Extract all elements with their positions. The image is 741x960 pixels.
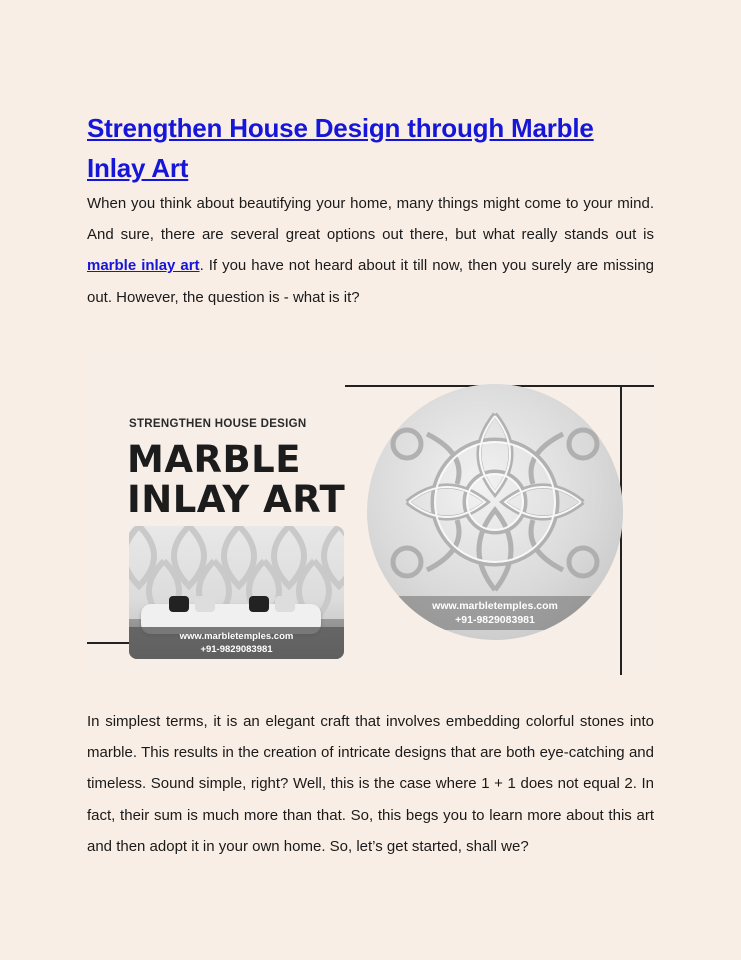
carved-marble-circle <box>367 384 623 640</box>
body-paragraph-2: In simplest terms, it is an elegant craft that involves embedding colorful stones into marble. This results in the creation of intricate designs that are both eye-catching and timeless. Sound simple, right? Well, this is the case where 1 + 1 does not equal 2. In fact, their sum is much more than that. So, this begs you to learn more about this art and then adopt it in your own home. So, let’s get started, shall we? <box>87 713 654 855</box>
intro-paragraph <box>87 188 654 313</box>
banner-image <box>87 354 654 676</box>
banner-line-left <box>87 642 131 644</box>
banner-title-line2: INLAY ART <box>127 478 346 521</box>
banner-kicker: STRENGTHEN HOUSE DESIGN <box>129 418 307 430</box>
photo-website: www.marbletemples.com <box>179 631 294 642</box>
pillow <box>169 596 189 612</box>
circle-phone: +91-9829083981 <box>455 614 535 626</box>
banner-title-line1: MARBLE <box>127 438 301 481</box>
article-title-text[interactable]: Strengthen House Design through Marble Inlay Art <box>87 113 594 183</box>
article-header <box>87 108 654 313</box>
banner-title <box>127 440 345 520</box>
marble-inlay-art-link[interactable]: marble inlay art <box>87 257 200 275</box>
circle-caption <box>367 596 623 630</box>
photo-phone: +91-9829083981 <box>200 644 273 655</box>
pillow <box>275 596 295 612</box>
pillow <box>195 596 215 612</box>
living-room-photo <box>129 526 344 659</box>
circle-website: www.marbletemples.com <box>432 600 558 612</box>
pillow <box>249 596 269 612</box>
article-title[interactable] <box>87 108 654 188</box>
intro-text-before: When you think about beautifying your home, many things might come to your mind. And sure, there are several great options out there, but what really stands out is <box>87 195 654 244</box>
intro-text-after: . If you have not heard about it till now, then you surely are missing out. However, the question is - what is it? <box>87 257 655 306</box>
photo-caption <box>129 627 344 659</box>
